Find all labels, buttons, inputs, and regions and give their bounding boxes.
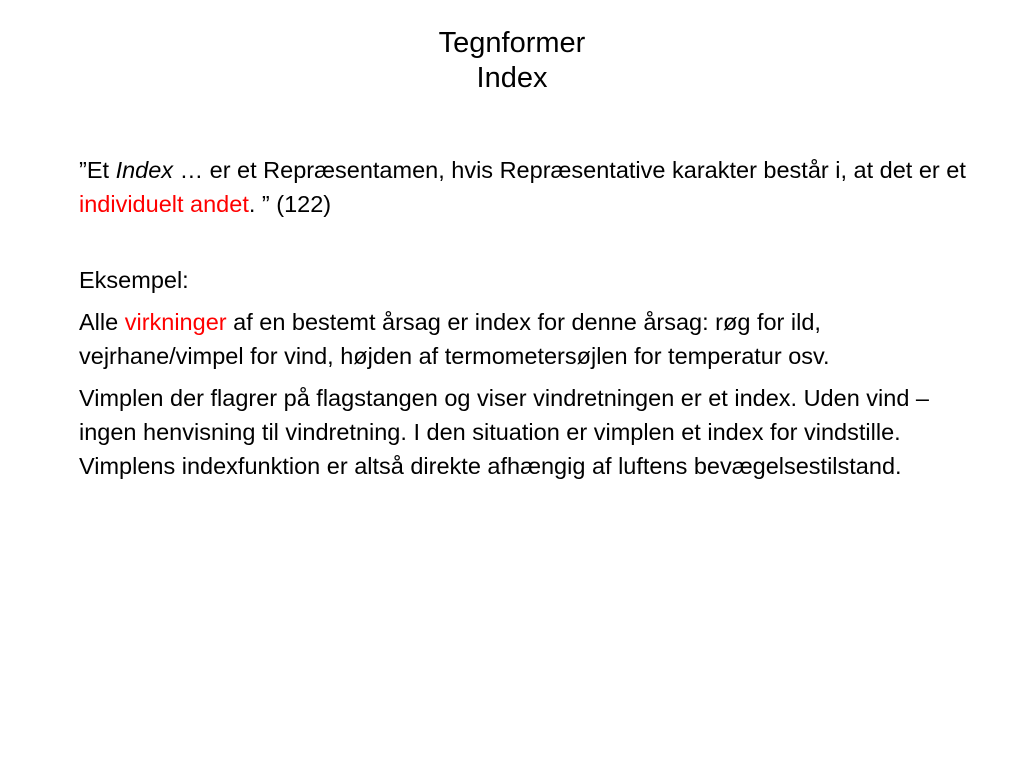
quote-highlight: individuelt andet bbox=[79, 191, 249, 217]
effects-paragraph bbox=[79, 305, 979, 373]
quote-open: ”Et bbox=[79, 157, 116, 183]
slide-title bbox=[0, 26, 1024, 96]
slide-body bbox=[79, 153, 979, 483]
effects-before: Alle bbox=[79, 309, 125, 335]
quote-paragraph bbox=[79, 153, 979, 221]
effects-highlight: virkninger bbox=[124, 309, 227, 335]
quote-close: . ” (122) bbox=[248, 191, 332, 217]
title-line-1: Tegnformer bbox=[438, 27, 586, 59]
title-line-2: Index bbox=[476, 62, 548, 94]
example-label: Eksempel: bbox=[79, 267, 189, 293]
effects-after: af en bestemt årsag er index for denne årsag: røg for ild, vejrhane/vimpel for vind, højden af termometersøjlen for temperatur osv. bbox=[79, 309, 830, 369]
pennant-paragraph: Vimplen der flagrer på flagstangen og viser vindretningen er et index. Uden vind – ingen henvisning til vindretning. I den situation er vimplen et index for vindstille. Vimplens indexfunktion er altså direkte afhængig af luftens bevægelsestilstand. bbox=[79, 385, 930, 479]
quote-middle: … er et Repræsentamen, hvis Repræsentative karakter består i, at det er et bbox=[173, 157, 966, 183]
quote-term: Index bbox=[115, 157, 174, 183]
